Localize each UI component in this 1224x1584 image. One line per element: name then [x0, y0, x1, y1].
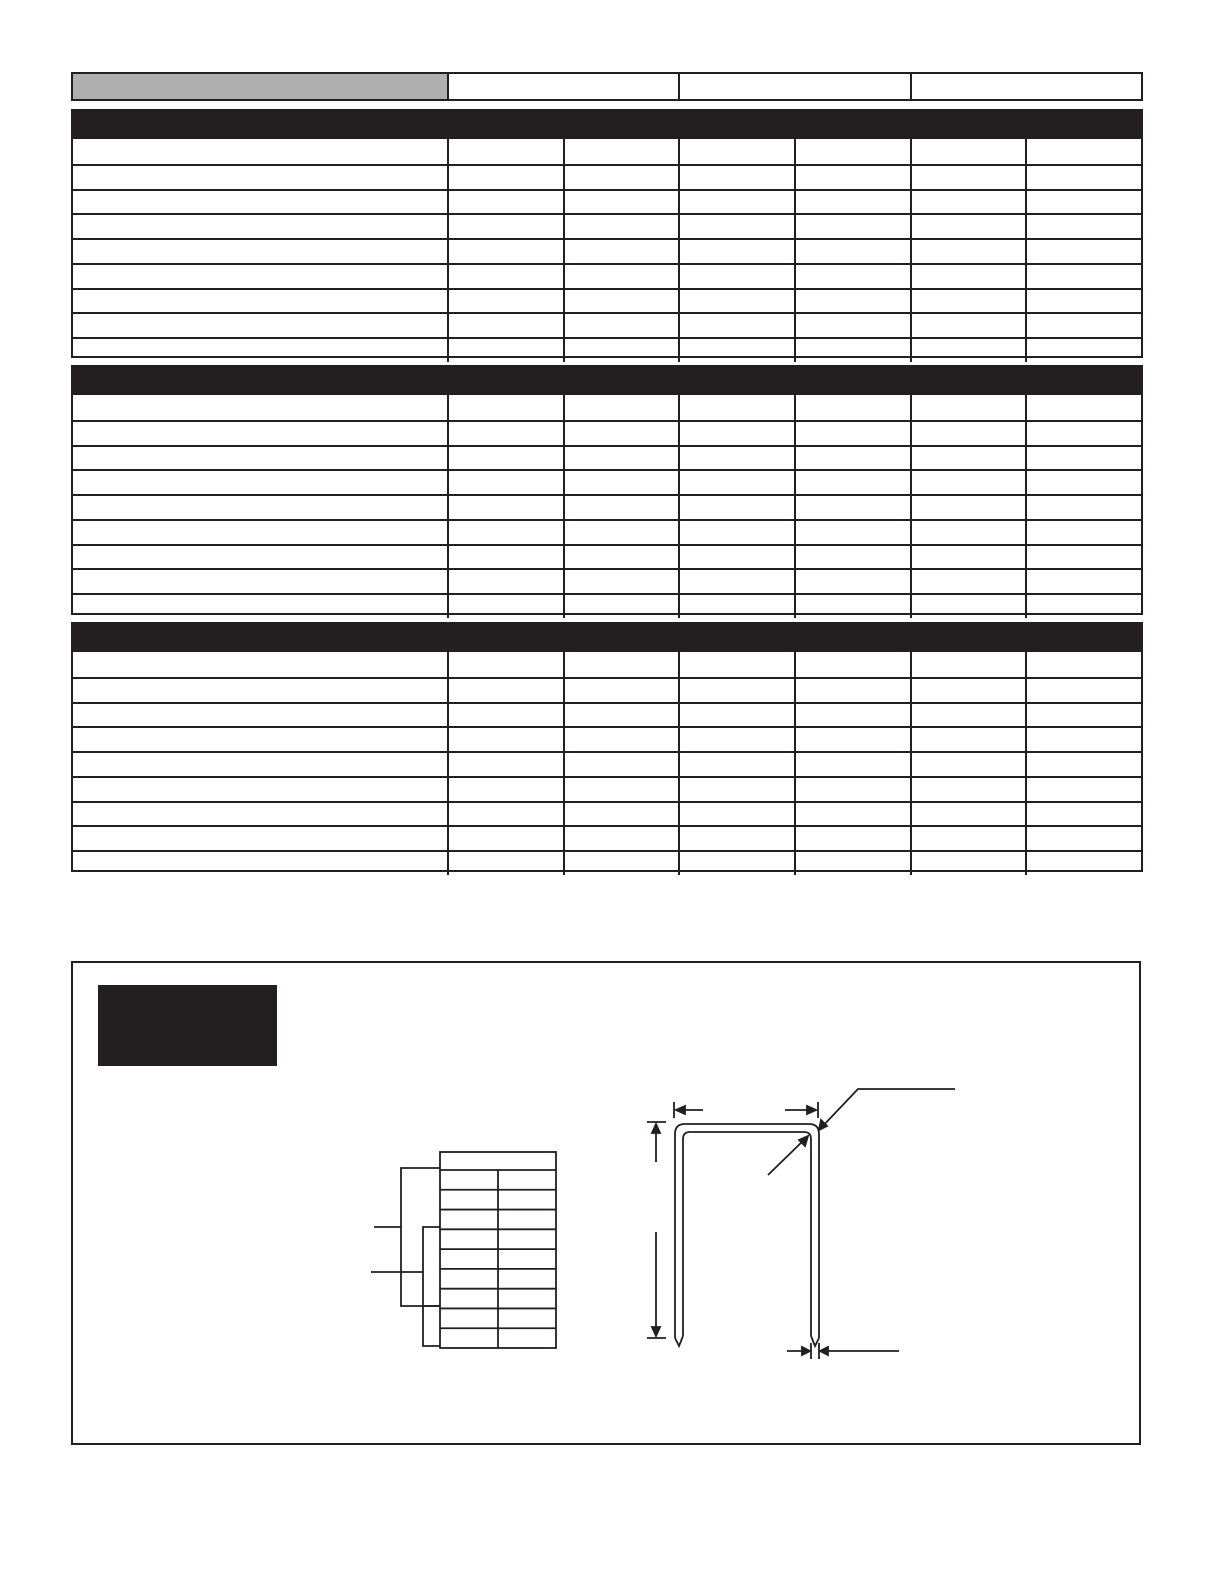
- crown-arrow-right: [807, 1106, 816, 1114]
- leg-arrow-top: [652, 1124, 660, 1133]
- callout-outer-arrow: [819, 1120, 827, 1130]
- leg-arrow-bottom: [652, 1327, 660, 1336]
- thickness-arrow-right: [820, 1347, 828, 1355]
- bracket-outer: [401, 1168, 440, 1306]
- bracket-inner: [423, 1227, 440, 1346]
- staple-right-tip: [811, 1336, 819, 1346]
- thickness-arrow-left: [802, 1347, 810, 1355]
- staple-inner: [683, 1132, 811, 1336]
- crown-arrow-left: [676, 1106, 685, 1114]
- staple-left-tip: [675, 1336, 683, 1346]
- callout-outer-corner: [819, 1089, 955, 1130]
- staple-drawing: [647, 1089, 955, 1359]
- stick-table: [371, 1152, 556, 1348]
- staple-outer: [675, 1124, 819, 1338]
